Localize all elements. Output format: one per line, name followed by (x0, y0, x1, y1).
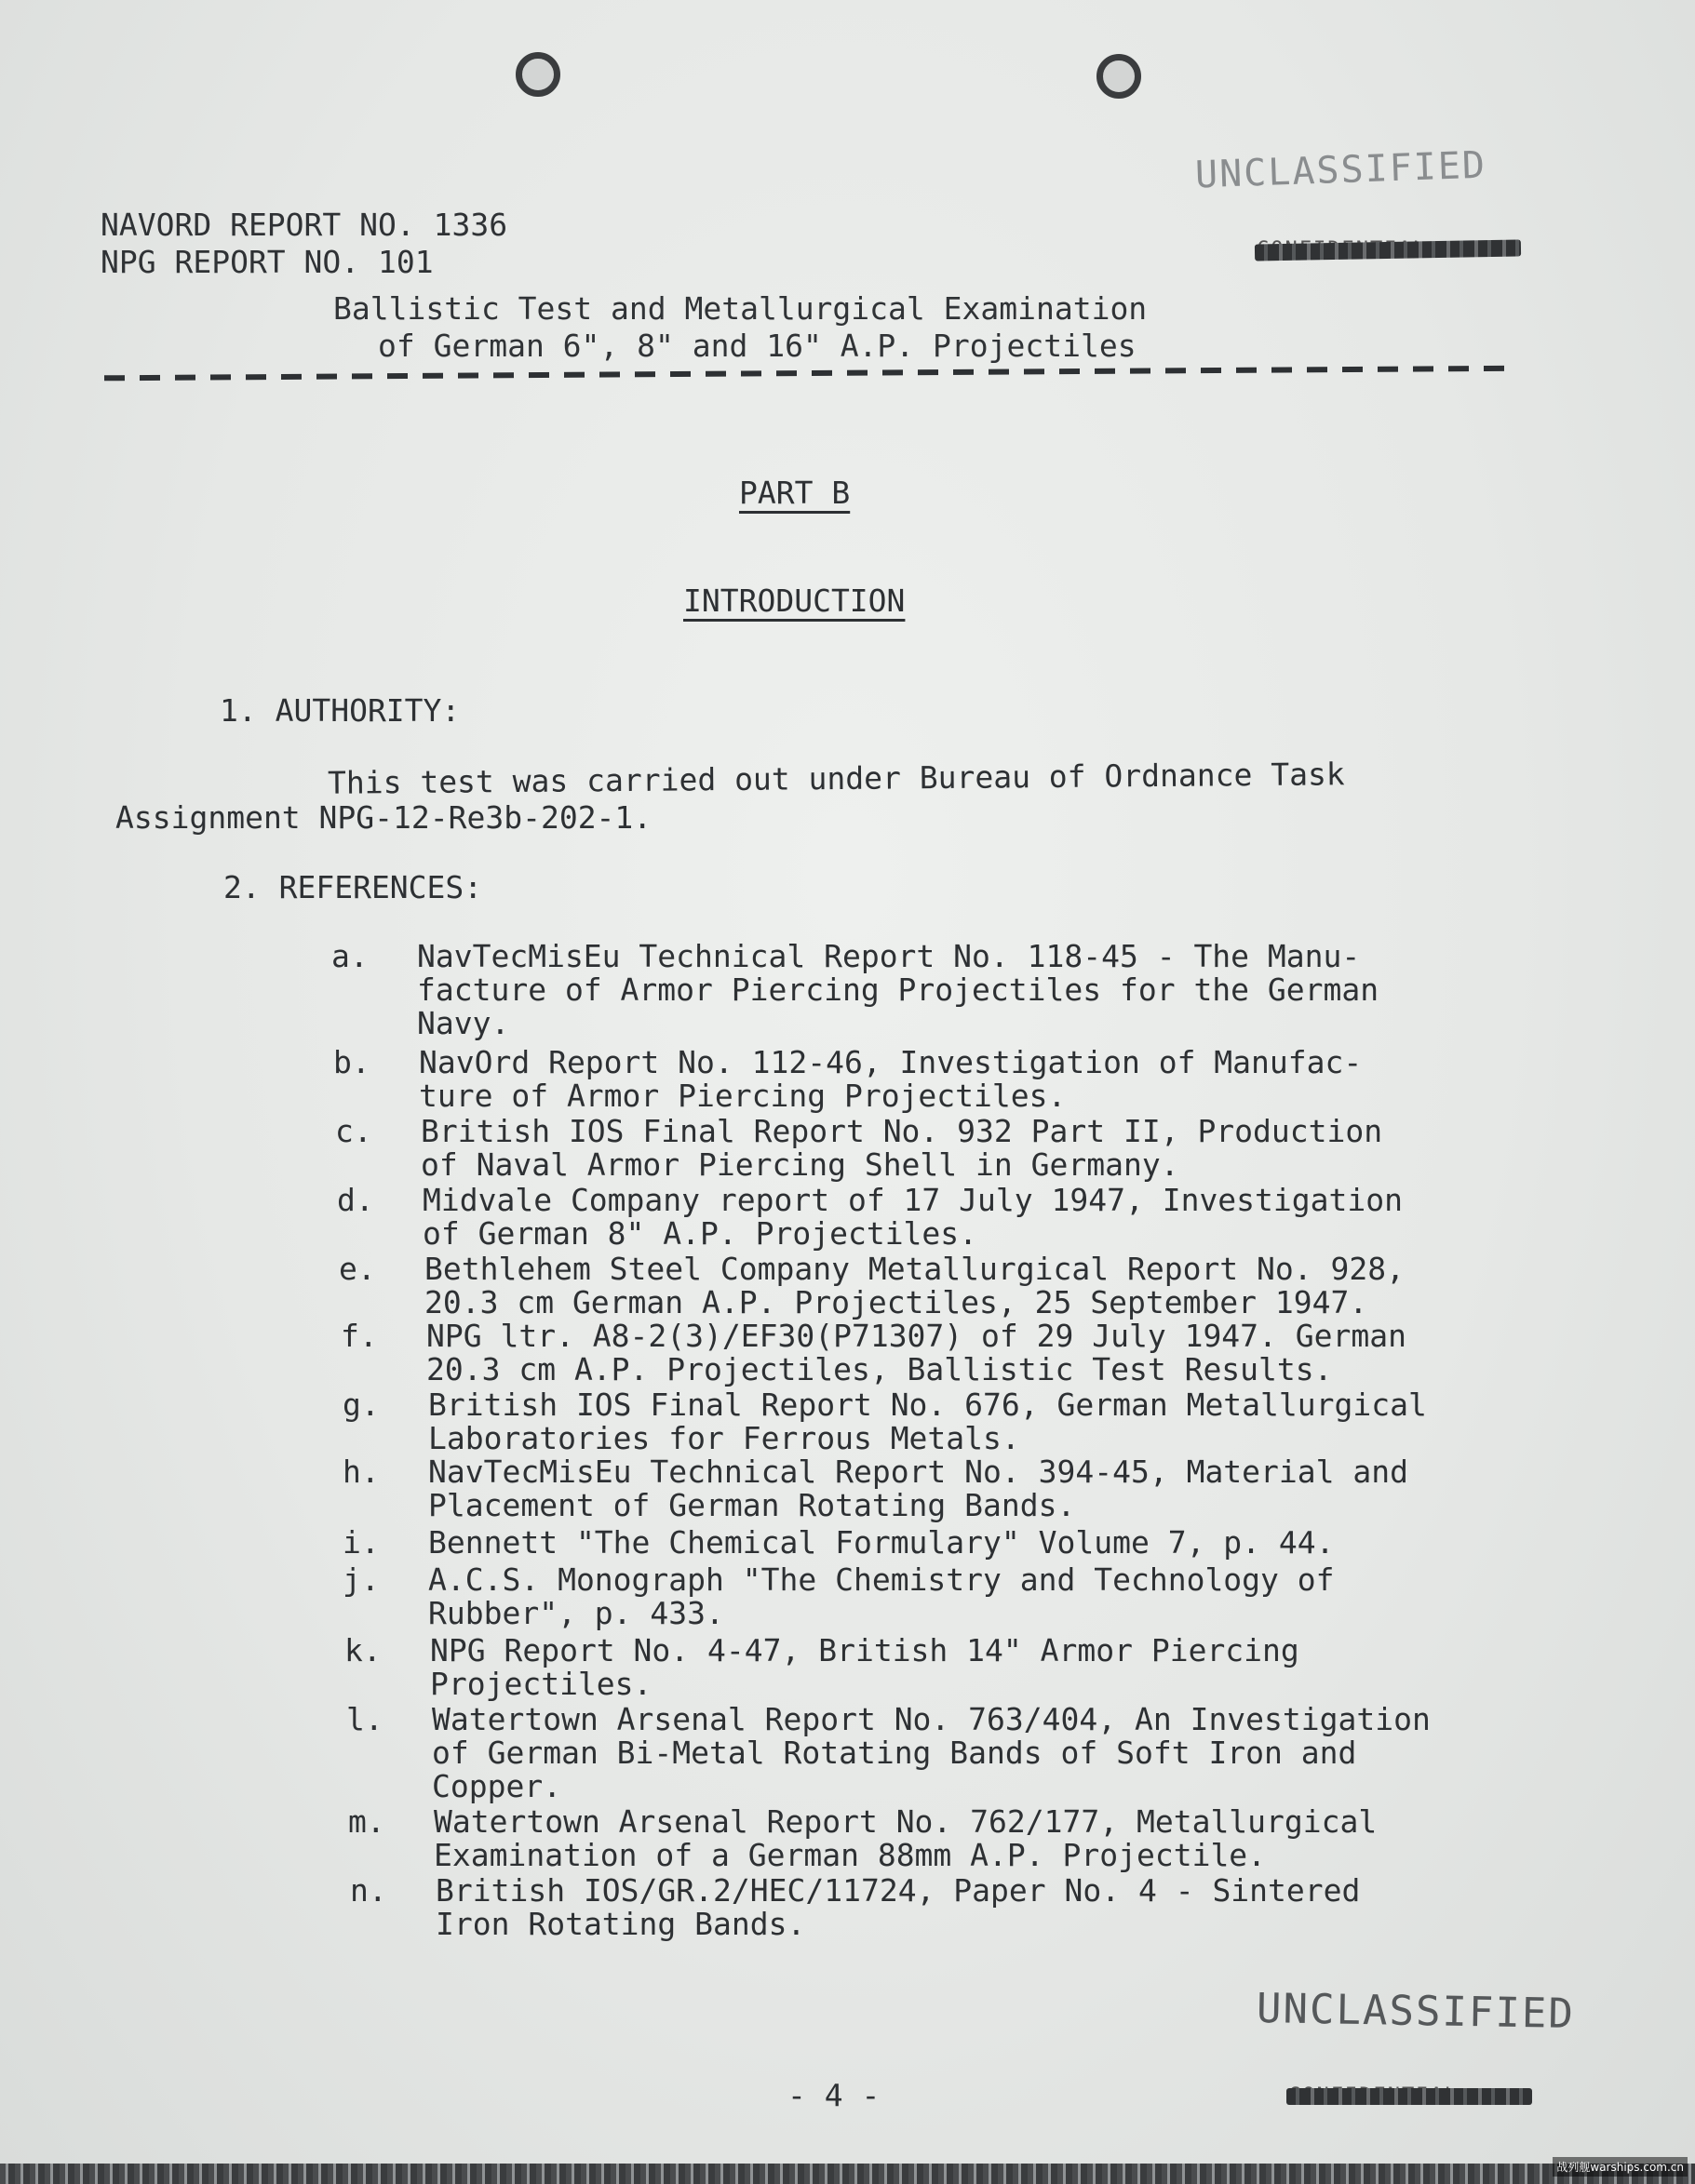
reference-text: Bethlehem Steel Company Metallurgical Report No. 928, 20.3 cm German A.P. Projectiles, 25 September 1947. (424, 1251, 1405, 1320)
reference-text: NavTecMisEu Technical Report No. 394-45, Material and Placement of German Rotating Bands. (428, 1454, 1408, 1523)
reference-letter: c. (335, 1113, 372, 1149)
reference-item-h (343, 1454, 1573, 1523)
reference-letter: a. (331, 938, 369, 974)
reference-letter: g. (343, 1387, 380, 1423)
reference-text: British IOS Final Report No. 932 Part II, Production of Naval Armor Piercing Shell in Germany. (421, 1113, 1383, 1183)
classification-stamp-top: UNCLASSIFIED (1194, 143, 1487, 197)
reference-item-m (348, 1803, 1579, 1873)
authority-text-line1: This test was carried out under Bureau of Ordnance Task (327, 756, 1345, 801)
report-title-line1: Ballistic Test and Metallurgical Examination (333, 290, 1148, 327)
reference-text: British IOS/GR.2/HEC/11724, Paper No. 4 - Sintered Iron Rotating Bands. (436, 1872, 1361, 1942)
reference-text: NPG Report No. 4-47, British 14" Armor Piercing Projectiles. (430, 1632, 1299, 1702)
punch-hole-left (516, 52, 560, 97)
strike-through-bar-bottom (1286, 2088, 1532, 2105)
reference-item-f (341, 1318, 1571, 1387)
reference-letter: m. (348, 1803, 385, 1840)
reference-letter: j. (343, 1561, 380, 1598)
scan-bottom-edge (0, 2164, 1695, 2184)
reference-text: NavOrd Report No. 112-46, Investigation of Manufac- ture of Armor Piercing Projectiles. (419, 1044, 1363, 1114)
reference-text: A.C.S. Monograph "The Chemistry and Technology of Rubber", p. 433. (428, 1561, 1335, 1631)
punch-hole-right (1096, 54, 1141, 99)
classification-stamp-bottom: UNCLASSIFIED (1256, 1985, 1576, 2038)
reference-text: Watertown Arsenal Report No. 763/404, An Investigation of German Bi-Metal Rotating Bands of Soft Iron and Copper. (432, 1701, 1431, 1804)
reference-item-n (350, 1872, 1581, 1942)
reference-text: Bennett "The Chemical Formulary" Volume 7, p. 44. (428, 1524, 1335, 1561)
reference-item-k (344, 1632, 1575, 1702)
reference-text: NavTecMisEu Technical Report No. 118-45 - The Manu- facture of Armor Piercing Projectiles for the German Navy. (417, 938, 1379, 1041)
reference-item-e (339, 1251, 1569, 1320)
reference-text: British IOS Final Report No. 676, German Metallurgical Laboratories for Ferrous Metals. (428, 1387, 1427, 1456)
reference-item-j (343, 1561, 1573, 1631)
reference-letter: i. (343, 1524, 380, 1561)
strike-through-bar-top (1255, 240, 1521, 261)
reference-item-c (335, 1113, 1566, 1183)
npg-report-number: NPG REPORT NO. 101 (101, 244, 434, 280)
reference-letter: k. (344, 1632, 382, 1668)
part-heading: PART B (739, 475, 851, 511)
authority-text-line2: Assignment NPG-12-Re3b-202-1. (115, 799, 652, 836)
site-watermark: 战列舰warships.com.cn (1553, 2157, 1688, 2177)
reference-letter: n. (350, 1872, 387, 1909)
reference-item-g (343, 1387, 1573, 1456)
references-heading: 2. REFERENCES: (223, 869, 483, 905)
reference-text: Midvale Company report of 17 July 1947, Investigation of German 8" A.P. Projectiles. (423, 1182, 1403, 1252)
reference-letter: e. (339, 1251, 376, 1287)
reference-text: NPG ltr. A8-2(3)/EF30(P71307) of 29 July 1947. German 20.3 cm A.P. Projectiles, Ballistic Test Results. (426, 1318, 1406, 1387)
reference-text: Watertown Arsenal Report No. 762/177, Metallurgical Examination of a German 88mm A.P. Projectile. (434, 1803, 1378, 1873)
reference-item-d (337, 1182, 1567, 1252)
reference-item-i (343, 1524, 1573, 1561)
navord-report-number: NAVORD REPORT NO. 1336 (101, 207, 508, 243)
page-number: - 4 - (787, 2077, 881, 2113)
authority-heading: 1. AUTHORITY: (220, 692, 461, 729)
dashed-divider (104, 366, 1519, 382)
reference-letter: l. (346, 1701, 383, 1737)
reference-item-a (331, 938, 1562, 1041)
reference-letter: b. (333, 1044, 370, 1080)
reference-item-b (333, 1044, 1564, 1114)
section-heading: INTRODUCTION (683, 583, 906, 619)
reference-item-l (346, 1701, 1577, 1804)
reference-letter: d. (337, 1182, 374, 1218)
reference-letter: h. (343, 1454, 380, 1490)
report-title-line2: of German 6", 8" and 16" A.P. Projectiles (378, 328, 1137, 364)
reference-letter: f. (341, 1318, 378, 1354)
